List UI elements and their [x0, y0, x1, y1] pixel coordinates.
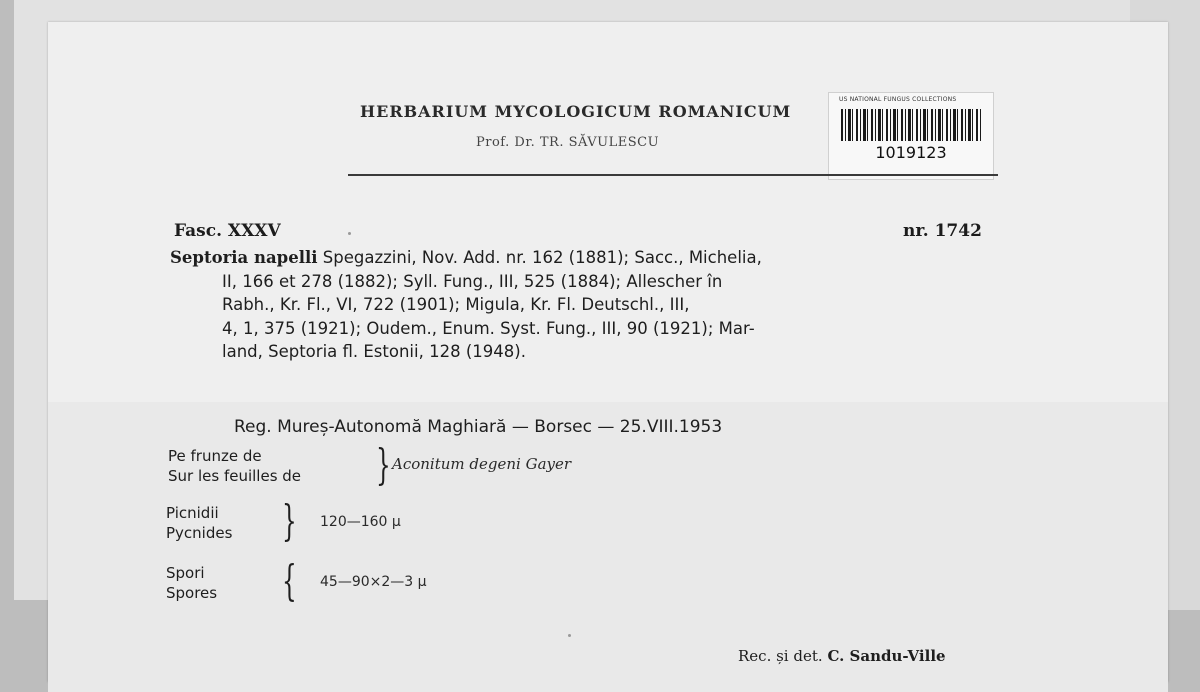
barcode-sticker: [828, 92, 994, 180]
paper-speck: [568, 634, 571, 637]
species-name: Septoria napelli: [170, 248, 318, 267]
pycnidia-label-fr: Pycnides: [166, 524, 233, 542]
barcode-number: 1019123: [875, 143, 947, 162]
citation-line-5: land, Septoria fl. Estonii, 128 (1948).: [222, 342, 526, 361]
fascicle-number: Fasc. XXXV: [174, 221, 281, 241]
collector-line: [738, 647, 946, 665]
spores-label: [166, 563, 217, 603]
pycnidia-label-ro: Picnidii: [166, 504, 219, 522]
herbarium-editor: Prof. Dr. TR. SĂVULESCU: [476, 135, 660, 150]
spores-brace-icon: {: [282, 556, 297, 605]
header-divider: [348, 174, 998, 176]
exsiccata-number: nr. 1742: [903, 221, 982, 241]
pycnidia-brace-icon: }: [282, 496, 297, 545]
barcode-icon: [841, 109, 981, 141]
citation-line-4: 4, 1, 375 (1921); Oudem., Enum. Syst. Fung., III, 90 (1921); Mar-: [222, 318, 755, 338]
citation-line-1: Septoria napelli Spegazzini, Nov. Add. nr. 162 (1881); Sacc., Michelia,: [170, 248, 762, 267]
host-brace-icon: }: [376, 440, 391, 489]
paper-speck: [348, 232, 351, 235]
herbarium-label: [48, 22, 1168, 682]
taxon-citation: [170, 246, 1006, 364]
host-label-fr: Sur les feuilles de: [168, 467, 302, 485]
spores-label-fr: Spores: [166, 584, 218, 602]
citation-line-3: Rabh., Kr. Fl., VI, 722 (1901); Migula, Kr. Fl. Deutschl., III,: [222, 295, 690, 314]
citation-line-2: II, 166 et 278 (1882); Syll. Fung., III, 525 (1884); Allescher în: [222, 271, 723, 291]
pycnidia-value: 120—160 μ: [320, 514, 401, 530]
collection-locality: Reg. Mureș-Autonomă Maghiară — Borsec — 25.VIII.1953: [234, 417, 723, 437]
spores-value: 45—90×2—3 μ: [320, 574, 427, 590]
herbarium-title: HERBARIUM MYCOLOGICUM ROMANICUM: [360, 102, 792, 121]
host-value: Aconitum degeni Gayer: [392, 455, 572, 473]
host-label: [168, 446, 301, 486]
pycnidia-label: [166, 503, 232, 543]
spores-label-ro: Spori: [166, 564, 205, 582]
collector-prefix: Rec. și det.: [738, 647, 823, 665]
host-label-ro: Pe frunze de: [168, 447, 262, 465]
collector-name: C. Sandu-Ville: [827, 647, 946, 665]
barcode-caption: US NATIONAL FUNGUS COLLECTIONS: [839, 96, 957, 103]
